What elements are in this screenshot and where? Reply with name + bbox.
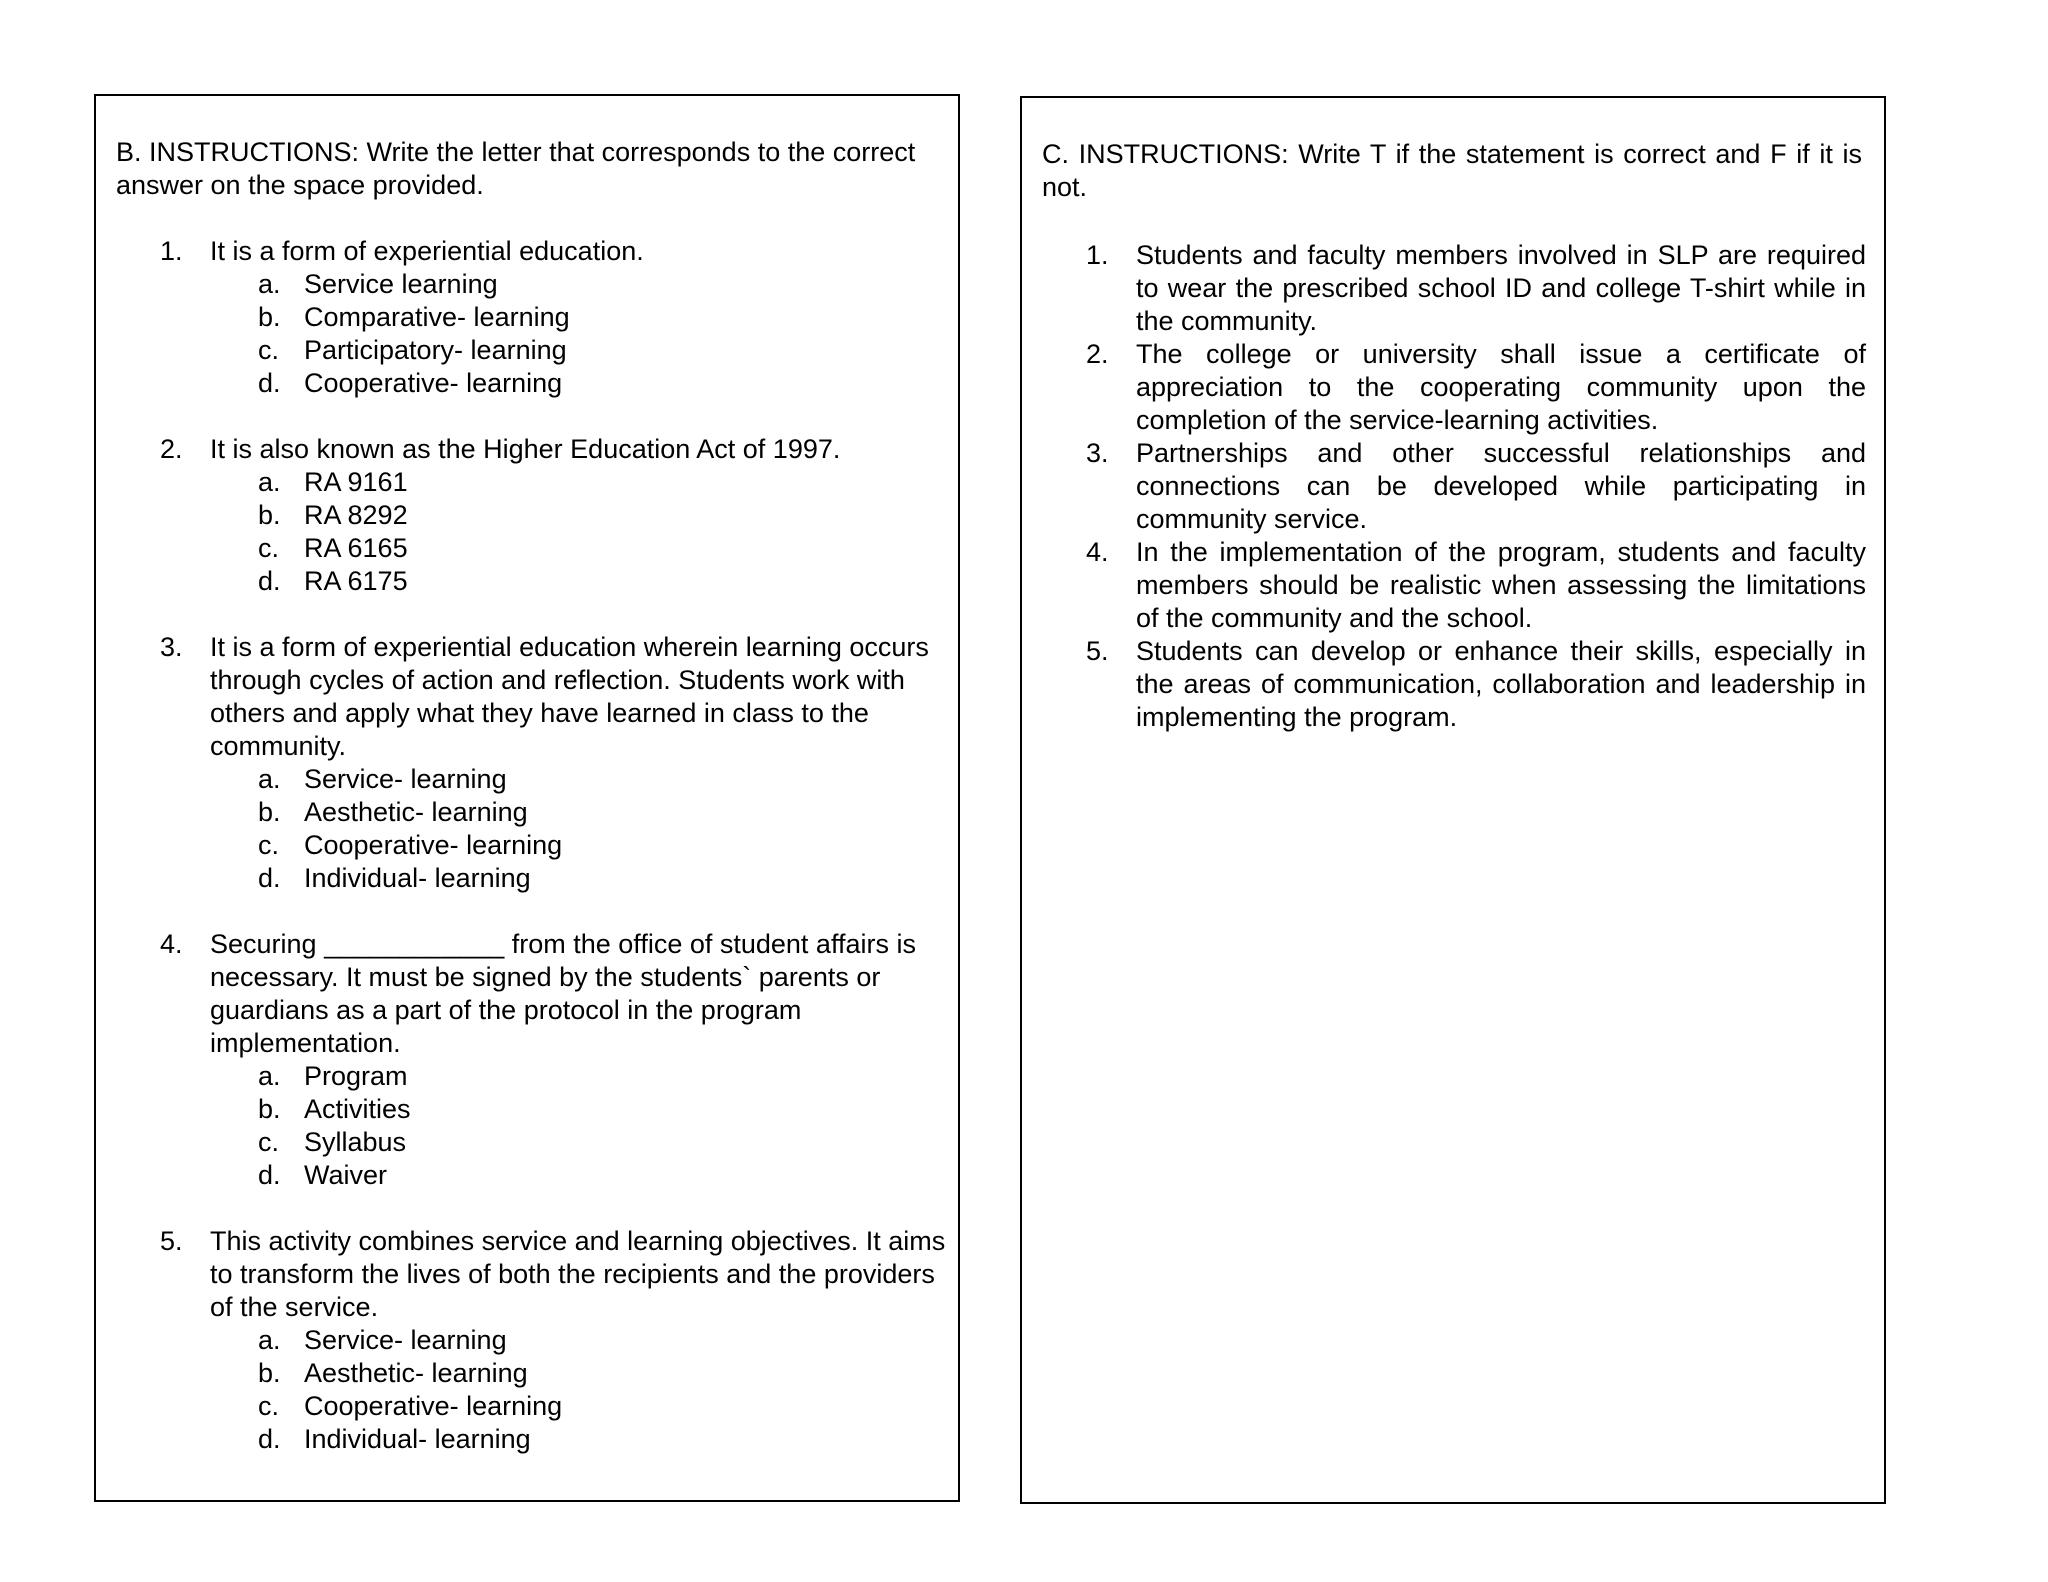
option-c	[210, 1390, 936, 1423]
option-text: Cooperative- learning	[304, 1391, 563, 1421]
option-letter: a.	[258, 467, 281, 497]
option-letter: a.	[258, 269, 281, 299]
question-text: This activity combines service and learning objectives. It aims to transform the lives of both the recipients and the providers of the service.	[210, 1226, 946, 1322]
option-text: RA 6175	[304, 566, 408, 596]
option-c	[210, 532, 936, 565]
option-text: Syllabus	[304, 1127, 407, 1157]
option-d	[210, 862, 936, 895]
question-text: It is a form of experiential education.	[210, 236, 644, 266]
statement-number: 5.	[1086, 636, 1109, 666]
statement-number: 3.	[1086, 438, 1109, 468]
option-d	[210, 1423, 936, 1456]
option-c	[210, 829, 936, 862]
option-b	[210, 301, 936, 334]
option-text: Aesthetic- learning	[304, 1358, 528, 1388]
option-text: Service- learning	[304, 1325, 507, 1355]
option-letter: c.	[258, 1391, 280, 1421]
option-letter: d.	[258, 368, 281, 398]
option-a	[210, 1060, 936, 1093]
option-letter: c.	[258, 533, 280, 563]
option-text: Individual- learning	[304, 863, 531, 893]
section-b-question-list	[116, 235, 946, 1456]
section-c-panel	[1020, 96, 1886, 1504]
option-letter: b.	[258, 302, 281, 332]
section-c-instructions: C. INSTRUCTIONS: Write T if the statement is correct and F if it is not.	[1042, 139, 1862, 202]
question-number: 2.	[160, 434, 183, 464]
option-list	[210, 268, 936, 400]
statement-number: 1.	[1086, 240, 1109, 270]
option-a	[210, 268, 936, 301]
section-b-instructions: B. INSTRUCTIONS: Write the letter that corresponds to the correct answer on the space provided.	[116, 137, 916, 200]
option-c	[210, 1126, 936, 1159]
section-c-statement-list	[1042, 239, 1866, 734]
option-b	[210, 1093, 936, 1126]
option-a	[210, 1324, 936, 1357]
option-text: Individual- learning	[304, 1424, 531, 1454]
option-letter: b.	[258, 1094, 281, 1124]
option-letter: c.	[258, 1127, 280, 1157]
question-text: It is also known as the Higher Education Act of 1997.	[210, 434, 841, 464]
option-letter: d.	[258, 863, 281, 893]
option-text: Aesthetic- learning	[304, 797, 528, 827]
statement-4	[1042, 536, 1866, 635]
option-text: Cooperative- learning	[304, 830, 563, 860]
option-list	[210, 763, 936, 895]
statement-text: Partnerships and other successful relationships and connections can be developed while participating in community service.	[1136, 438, 1866, 534]
question-number: 4.	[160, 929, 183, 959]
option-a	[210, 466, 936, 499]
section-b-panel	[94, 94, 960, 1502]
statement-text: The college or university shall issue a certificate of appreciation to the cooperating community upon the completion of the service-learning activities.	[1136, 339, 1866, 435]
option-d	[210, 367, 936, 400]
option-text: RA 8292	[304, 500, 408, 530]
question-text: It is a form of experiential education wherein learning occurs through cycles of action and reflection. Students work with others and apply what they have learned in class to the community.	[210, 632, 929, 761]
statement-number: 4.	[1086, 537, 1109, 567]
statement-1	[1042, 239, 1866, 338]
question-4	[116, 928, 936, 1192]
option-text: RA 6165	[304, 533, 408, 563]
question-2	[116, 433, 936, 598]
question-number: 3.	[160, 632, 183, 662]
option-list	[210, 466, 936, 598]
option-c	[210, 334, 936, 367]
option-b	[210, 1357, 936, 1390]
option-text: Comparative- learning	[304, 302, 570, 332]
statement-number: 2.	[1086, 339, 1109, 369]
option-letter: b.	[258, 797, 281, 827]
option-letter: c.	[258, 830, 280, 860]
statement-text: In the implementation of the program, students and faculty members should be realistic when assessing the limitations of the community and the school.	[1136, 537, 1866, 633]
option-letter: d.	[258, 1424, 281, 1454]
option-letter: c.	[258, 335, 280, 365]
option-letter: a.	[258, 1325, 281, 1355]
option-text: Activities	[304, 1094, 411, 1124]
option-text: Cooperative- learning	[304, 368, 563, 398]
option-letter: b.	[258, 500, 281, 530]
question-text: Securing ____________ from the office of student affairs is necessary. It must be signed by the students` parents or guardians as a part of the protocol in the program implementation.	[210, 929, 916, 1058]
option-text: RA 9161	[304, 467, 408, 497]
option-letter: a.	[258, 764, 281, 794]
question-number: 5.	[160, 1226, 183, 1256]
option-letter: d.	[258, 1160, 281, 1190]
option-d	[210, 1159, 936, 1192]
option-letter: b.	[258, 1358, 281, 1388]
question-1	[116, 235, 936, 400]
statement-text: Students can develop or enhance their skills, especially in the areas of communication, collaboration and leadership in implementing the program.	[1136, 636, 1866, 732]
option-d	[210, 565, 936, 598]
option-letter: a.	[258, 1061, 281, 1091]
option-a	[210, 763, 936, 796]
option-letter: d.	[258, 566, 281, 596]
option-text: Program	[304, 1061, 408, 1091]
statement-3	[1042, 437, 1866, 536]
question-3	[116, 631, 936, 895]
option-list	[210, 1324, 936, 1456]
option-text: Waiver	[304, 1160, 388, 1190]
question-5	[116, 1225, 946, 1456]
option-text: Service- learning	[304, 764, 507, 794]
question-number: 1.	[160, 236, 183, 266]
statement-5	[1042, 635, 1866, 734]
option-b	[210, 796, 936, 829]
option-text: Service learning	[304, 269, 498, 299]
option-b	[210, 499, 936, 532]
statement-2	[1042, 338, 1866, 437]
statement-text: Students and faculty members involved in SLP are required to wear the prescribed school ID and college T-shirt while in the community.	[1136, 240, 1866, 336]
option-text: Participatory- learning	[304, 335, 567, 365]
option-list	[210, 1060, 936, 1192]
